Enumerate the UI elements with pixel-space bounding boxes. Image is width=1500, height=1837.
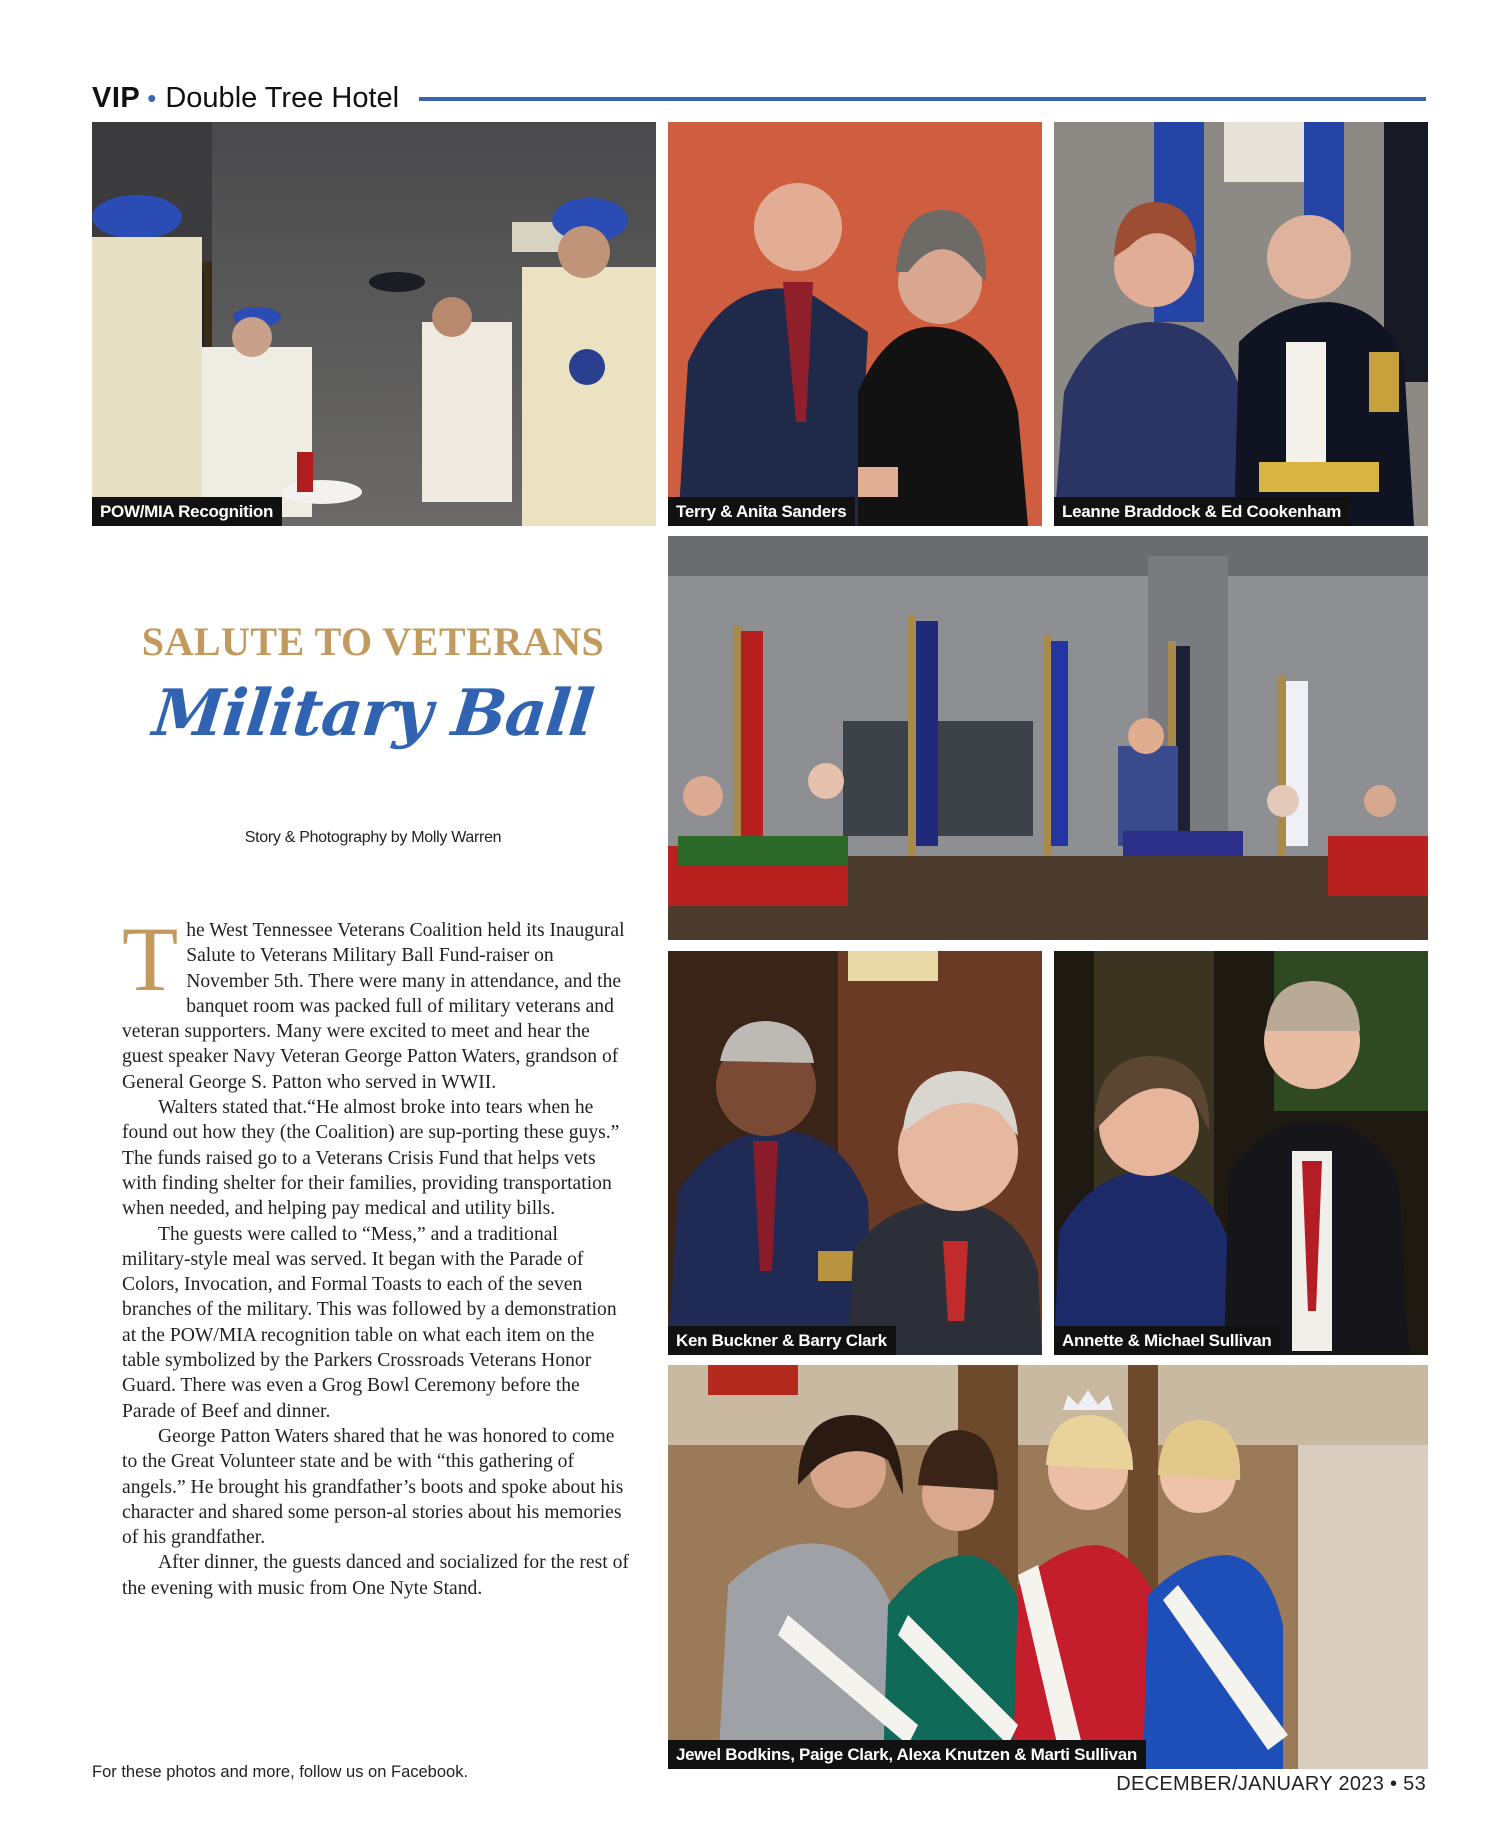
photo-banquet-image	[668, 536, 1428, 940]
page-header	[92, 78, 1426, 118]
article-paragraph: The West Tennessee Veterans Coalition held its Inaugural Salute to Veterans Military Ball Fund-raiser on November 5th. There were many in attendance, and the banquet room was packed full of military veterans and veteran supporters. Many were excited to meet and hear the guest speaker Navy Veteran George Patton Waters, grandson of General George S. Patton who served in WWII.	[122, 908, 625, 1093]
photo-caption: Jewel Bodkins, Paige Clark, Alexa Knutzen & Marti Sullivan	[668, 1740, 1146, 1769]
venue-title: Double Tree Hotel	[165, 81, 400, 114]
photo-sanders-image	[668, 122, 1042, 526]
photo-caption: Ken Buckner & Barry Clark	[668, 1326, 896, 1355]
article-paragraph: George Patton Waters shared that he was honored to come to the Great Volunteer state and be with “this gathering of angels.” He brought his grandfather’s boots and spoke about his character and shared some person-al stories about his memories of his grandfather.	[122, 1425, 624, 1549]
photo-braddock-image	[1054, 122, 1428, 526]
header-rule	[419, 97, 1426, 101]
photo-pow-mia-image	[92, 122, 656, 526]
byline: Story & Photography by Molly Warren	[244, 829, 502, 846]
photo-caption: Terry & Anita Sanders	[668, 497, 855, 526]
photo-caption: Leanne Braddock & Ed Cookenham	[1054, 497, 1350, 526]
social-note: For these photos and more, follow us on Facebook.	[92, 1763, 469, 1781]
photo-sanders	[668, 122, 1042, 526]
photo-buckner-image	[668, 951, 1042, 1355]
photo-banquet	[668, 536, 1428, 940]
article-paragraph: The guests were called to “Mess,” and a traditional military-style meal was served. It began with the Parade of Colors, Invocation, and Formal Toasts to each of the seven branches of the military. This was followed by a demonstration at the POW/MIA recognition table on what each item on the table symbolized by the Parkers Crossroads Veterans Honor Guard. There was even a Grog Bowl Ceremony before the Parade of Beef and dinner.	[122, 1223, 617, 1422]
separator-dot: •	[147, 82, 157, 113]
photo-sullivan-image	[1054, 951, 1428, 1355]
photo-pow-mia	[92, 122, 656, 526]
section-label: VIP	[92, 81, 141, 114]
article-paragraph: Walters stated that.“He almost broke into tears when he found out how they (the Coalition) are sup-porting these guys.” The funds raised go to a Veterans Crisis Fund that helps vets with finding shelter for their families, providing transportation when needed, and helping pay medical and utility bills.	[122, 1097, 620, 1220]
photo-sullivan	[1054, 951, 1428, 1355]
photo-pageant	[668, 1365, 1428, 1769]
photo-caption: POW/MIA Recognition	[92, 497, 282, 526]
article-body	[122, 908, 630, 1601]
issue-page-number: DECEMBER/JANUARY 2023 • 53	[1116, 1773, 1426, 1795]
photo-braddock	[1054, 122, 1428, 526]
photo-caption: Annette & Michael Sullivan	[1054, 1326, 1280, 1355]
photo-buckner	[668, 951, 1042, 1355]
article-paragraph: After dinner, the guests danced and socialized for the rest of the evening with music from One Nyte Stand.	[122, 1552, 629, 1599]
article-subtitle: Military Ball	[149, 676, 597, 751]
article-title: SALUTE TO VETERANS	[141, 619, 605, 664]
photo-pageant-image	[668, 1365, 1428, 1769]
drop-cap: T	[122, 908, 179, 1010]
